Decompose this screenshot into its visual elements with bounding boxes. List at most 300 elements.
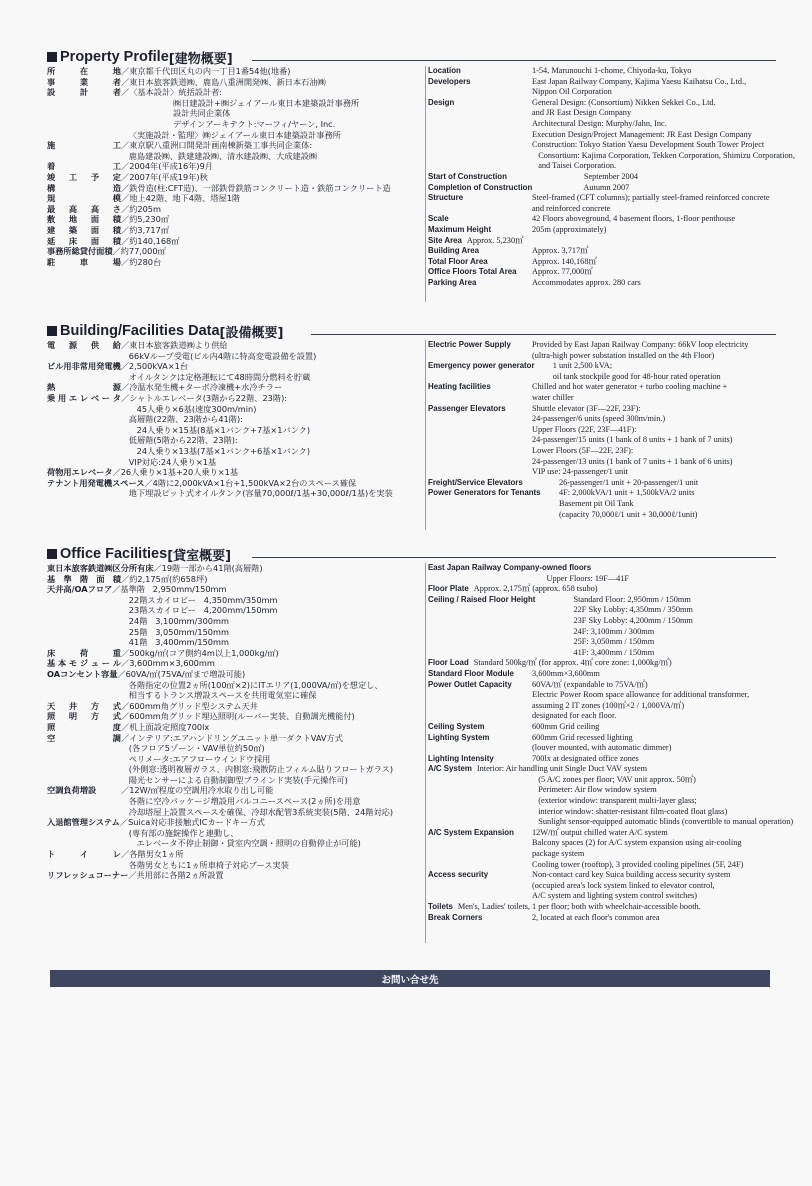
- spec-value: (occupied area's lock system linked to elevator control,: [532, 880, 715, 890]
- section-title-jp: [貸室概要]: [167, 548, 232, 564]
- spec-value: Electric Power Room space allowance for additional transformer,: [532, 690, 750, 700]
- spec-value: ／2007年(平成19年)秋: [121, 171, 208, 182]
- spec-value: Construction: Tokyo Station Yaesu Development South Tower Project: [532, 140, 765, 150]
- spec-label: [428, 690, 532, 701]
- spec-row: [47, 595, 419, 606]
- spec-label: [47, 838, 121, 849]
- spec-label: リフレッシュコーナー: [47, 870, 129, 881]
- spec-value: and Taisei Corporation.: [532, 161, 617, 171]
- spec-row: [428, 214, 778, 225]
- spec-value: 600mm Grid ceiling: [532, 721, 600, 731]
- spec-label: Ceiling System: [428, 721, 485, 731]
- spec-row: [47, 414, 419, 425]
- spec-value: ／東日本旅客鉄道㈱より供給: [121, 340, 228, 350]
- spec-row: [47, 140, 419, 151]
- spec-label: [47, 446, 121, 457]
- spec-label: 延 床 面 積: [47, 235, 121, 246]
- spec-row: [428, 690, 778, 701]
- spec-value: East Japan Railway Company, Kajima Yaesu Kaihatsu Co., Ltd.,: [532, 76, 747, 86]
- spec-row: [47, 637, 419, 648]
- spec-value: designated for each floor.: [532, 711, 617, 721]
- spec-row: [428, 584, 778, 595]
- spec-label: ビル用非常用発電機: [47, 361, 121, 372]
- spec-value: Approx. 77,000㎡: [532, 267, 593, 277]
- spec-label: [428, 807, 532, 818]
- spec-label: [47, 627, 121, 638]
- spec-row: [428, 870, 778, 881]
- spec-value: Cooling tower (rooftop), 3 provided cooling pipelines (5F, 24F): [532, 859, 744, 869]
- spec-label: 電 源 供 給: [47, 340, 121, 350]
- spec-row: [47, 257, 419, 268]
- spec-label: [428, 372, 532, 383]
- spec-label: A/C System: [428, 764, 472, 774]
- column-divider: [425, 66, 426, 302]
- spec-row: [428, 225, 778, 236]
- spec-row: [428, 77, 778, 88]
- spec-value: エレベータ不停止制御・貸室内空調・照明の自動停止が可能): [121, 838, 361, 849]
- spec-row: [47, 838, 419, 849]
- spec-row: [47, 361, 419, 372]
- spec-row: [428, 278, 778, 289]
- spec-value: ／600mm角グリッド埋込照明(ルーバー実装、自動調光機能付): [121, 711, 355, 722]
- spec-row: [47, 478, 419, 489]
- spec-label: Structure: [428, 193, 464, 203]
- spec-row: [47, 225, 419, 236]
- spec-value: ／26人乗り×1基+20人乗り×1基: [112, 467, 239, 478]
- spec-row: [47, 680, 419, 691]
- spec-row: [47, 722, 419, 733]
- spec-label: [47, 414, 121, 425]
- spec-label: Freight/Service Elevators: [428, 477, 523, 487]
- spec-row: [47, 658, 419, 669]
- spec-row: [428, 913, 778, 924]
- spec-label: 基 本 モ ジ ュ ー ル: [47, 658, 121, 669]
- spec-value: 1 unit 2,500 kVA;: [532, 361, 613, 371]
- spec-value: 600mm Grid recessed lighting: [532, 732, 633, 742]
- spec-label: 設 計 者: [47, 87, 121, 98]
- spec-label: 着 工: [47, 161, 121, 172]
- spec-value: Architectural Design: Murphy/Jahn, Inc.: [532, 118, 667, 128]
- spec-label: 東日本旅客鉄道㈱区分所有床: [47, 563, 154, 573]
- spec-value: 相当するトランス増設スペースを共用電気室に確保: [121, 690, 317, 701]
- spec-row: [47, 172, 419, 183]
- spec-row: [47, 457, 419, 468]
- spec-value: 24-passenger/15 units (1 bank of 8 units + 1 bank of 7 units): [532, 435, 733, 445]
- spec-row: [47, 807, 419, 818]
- spec-value: package system: [532, 849, 585, 859]
- spec-label: [47, 351, 121, 362]
- spec-label: [428, 351, 532, 362]
- spec-label: [428, 701, 532, 712]
- spec-label: [47, 425, 121, 436]
- spec-row: [428, 478, 778, 489]
- section-title-jp: [建物概要]: [168, 51, 233, 67]
- spec-row: [47, 605, 419, 616]
- spec-label: [428, 743, 532, 754]
- spec-row: [47, 743, 419, 754]
- spec-label: Heating facilities: [428, 382, 491, 392]
- spec-label: Break Corners: [428, 912, 483, 922]
- spec-label: Floor Load: [428, 658, 469, 668]
- section-title-en: Property Profile: [60, 49, 169, 65]
- spec-label: [428, 616, 532, 627]
- spec-value: ／12W/㎡程度の空調用冷水取り出し可能: [121, 785, 274, 796]
- section-title-en: Building/Facilities Data: [60, 323, 220, 339]
- spec-row: [428, 257, 778, 268]
- spec-label: [428, 627, 532, 638]
- spec-row: [428, 849, 778, 860]
- spec-label: Standard Floor Module: [428, 668, 514, 678]
- spec-label: [428, 414, 532, 425]
- spec-row: [47, 77, 419, 88]
- spec-label: [428, 446, 532, 457]
- spec-row: [428, 881, 778, 892]
- spec-row: [428, 743, 778, 754]
- section-rule: [252, 557, 776, 558]
- spec-row: [47, 236, 419, 247]
- spec-label: [47, 764, 121, 775]
- spec-row: [47, 66, 419, 77]
- spec-row: [47, 446, 419, 457]
- spec-value: 205m (approximately): [532, 224, 607, 234]
- spec-value: 26-passenger/1 unit + 20-passenger/1 unit: [532, 477, 699, 487]
- spec-row: [428, 499, 778, 510]
- spec-label: 入退館管理システム: [47, 817, 120, 828]
- spec-row: [428, 267, 778, 278]
- spec-label: [428, 499, 532, 510]
- spec-label: [428, 838, 532, 849]
- spec-row: [47, 627, 419, 638]
- spec-label: 天 井 方 式: [47, 700, 121, 711]
- spec-row: [428, 733, 778, 744]
- spec-value: Non-contact card key Suica building access security system: [532, 870, 731, 880]
- spec-value: 41階 3,400mm/150mm: [121, 637, 229, 648]
- spec-row: [47, 382, 419, 393]
- spec-label: [428, 510, 532, 521]
- spec-row: [47, 130, 419, 141]
- office-en-list: [428, 563, 794, 923]
- square-bullet-icon: [47, 326, 57, 336]
- spec-label: [47, 98, 121, 109]
- spec-label: Start of Construction: [428, 171, 507, 181]
- spec-value: Sunlight sensor-equipped automatic blinds (convertible to manual operation): [532, 817, 794, 827]
- spec-label: [428, 860, 532, 871]
- square-bullet-icon: [47, 52, 57, 62]
- spec-row: [47, 214, 419, 225]
- spec-value: interior window: shatter-resistant film-coated float glass): [532, 806, 728, 816]
- spec-label: [428, 881, 532, 892]
- spec-row: [428, 414, 778, 425]
- spec-row: [428, 119, 778, 130]
- spec-row: [428, 457, 778, 468]
- spec-row: [47, 817, 419, 828]
- spec-value: ／東日本旅客鉄道㈱、鹿島八重洲開発㈱、新日本石油㈱: [121, 76, 326, 87]
- spec-label: 乗 用 エ レ ベ ー タ: [47, 392, 121, 403]
- spec-label: [47, 754, 121, 765]
- section-heading-property: [47, 48, 233, 66]
- spec-value: ／約280台: [121, 256, 162, 267]
- spec-value: ／2004年(平成16年)9月: [121, 161, 213, 172]
- spec-value: 45人乗り×6基(速度300m/min): [121, 403, 257, 414]
- spec-label: [428, 467, 532, 478]
- spec-value: ／約205m: [121, 203, 161, 214]
- spec-label: Developers: [428, 76, 471, 86]
- building-jp-list: [47, 340, 419, 499]
- spec-label: [428, 849, 532, 860]
- spec-row: [47, 425, 419, 436]
- spec-row: [47, 193, 419, 204]
- spec-label: [47, 860, 121, 871]
- spec-value: VIP対応:24人乗り×1基: [121, 456, 217, 467]
- spec-value: ／東京駅八重洲口開発計画南棟新築工事共同企業体:: [121, 140, 313, 151]
- spec-row: [428, 130, 778, 141]
- spec-row: [47, 404, 419, 415]
- spec-label: [47, 605, 121, 616]
- spec-label: [428, 108, 532, 119]
- spec-label: [47, 130, 121, 141]
- property-jp-list: [47, 66, 419, 267]
- spec-label: [47, 796, 121, 807]
- spec-row: [47, 488, 419, 499]
- spec-value: ／共用部に各階2ヵ所設置: [128, 870, 224, 881]
- spec-row: [428, 563, 778, 574]
- spec-row: [428, 775, 778, 786]
- spec-label: 所 在 地: [47, 66, 121, 76]
- spec-label: [47, 743, 121, 754]
- spec-row: [428, 467, 778, 478]
- spec-row: [428, 711, 778, 722]
- contact-label: お問い合せ先: [381, 974, 439, 986]
- spec-label: [428, 711, 532, 722]
- spec-value: 各階に空冷パッケージ増設用バルコニースペース(2ヵ所)を用意: [121, 796, 361, 807]
- spec-value: 設計共同企業体: [121, 108, 231, 119]
- spec-label: Site Area: [428, 235, 462, 245]
- spec-label: 照 度: [47, 721, 121, 732]
- spec-label: 施 工: [47, 140, 121, 151]
- spec-value: 24-passenger/13 units (1 bank of 7 units + 1 bank of 6 units): [532, 456, 733, 466]
- spec-value: Standard 500kg/㎡ (for approx. 4㎡ core zone: 1,000kg/㎡): [473, 658, 672, 668]
- spec-label: Passenger Elevators: [428, 403, 506, 413]
- spec-label: [47, 637, 121, 648]
- spec-value: Chilled and hot water generator + turbo cooling machine +: [532, 382, 728, 392]
- spec-row: [428, 627, 778, 638]
- spec-label: Office Floors Total Area: [428, 267, 517, 277]
- spec-label: [47, 616, 121, 627]
- spec-label: [47, 828, 121, 839]
- spec-label: 駐 車 場: [47, 256, 121, 267]
- spec-value: 低層階(5階から22階、23階):: [121, 435, 238, 446]
- spec-row: [428, 828, 778, 839]
- spec-value: Approx. 5,230㎡: [466, 235, 524, 245]
- spec-label: Scale: [428, 214, 449, 224]
- spec-value: 700lx at designated office zones: [532, 753, 639, 763]
- spec-value: 地下埋設ピット式オイルタンク(容量70,000ℓ/1基+30,000ℓ/1基)を実装: [121, 488, 393, 499]
- spec-label: 天井高/OAフロア: [47, 584, 113, 595]
- spec-value: ㈱日建設計+㈱ジェイアール東日本建築設計事務所: [121, 97, 360, 108]
- spec-row: [428, 98, 778, 109]
- spec-label: [428, 605, 532, 616]
- column-divider: [425, 340, 426, 530]
- spec-value: Lower Floors (5F—22F, 23F):: [532, 445, 634, 455]
- spec-label: [428, 796, 532, 807]
- spec-value: Autumn 2007: [532, 182, 630, 192]
- section-title-en: Office Facilities: [60, 546, 168, 562]
- spec-label: Electric Power Supply: [428, 340, 511, 349]
- spec-row: [428, 108, 778, 119]
- spec-row: [428, 246, 778, 257]
- spec-row: [428, 648, 778, 659]
- spec-label: [47, 372, 121, 383]
- spec-value: (ultra-high power substation installed on the 4th Floor): [532, 350, 715, 360]
- spec-row: [47, 733, 419, 744]
- spec-row: [47, 574, 419, 585]
- spec-label: [428, 393, 532, 404]
- spec-value: Provided by East Japan Railway Company: 66kV loop electricity: [532, 340, 749, 349]
- spec-value: 23F Sky Lobby: 4,200mm / 150mm: [532, 615, 693, 625]
- spec-value: ／2,500kVA×1台: [120, 361, 189, 372]
- spec-value: Basement pit Oil Tank: [532, 498, 634, 508]
- spec-label: OAコンセント容量: [47, 668, 118, 679]
- spec-row: [428, 722, 778, 733]
- spec-row: [47, 690, 419, 701]
- spec-value: 24人乗り×13基(7基×1バンク+6基×1バンク): [121, 445, 311, 456]
- spec-row: [47, 435, 419, 446]
- spec-value: Shuttle elevator (3F—22F, 23F):: [532, 403, 641, 413]
- spec-value: and reinforced concrete: [532, 203, 611, 213]
- section-heading-building: [47, 322, 283, 340]
- spec-value: 42 Floors aboveground, 4 basement floors, 1-floor penthouse: [532, 214, 736, 224]
- spec-label: Floor Plate: [428, 584, 469, 594]
- spec-row: [47, 669, 419, 680]
- spec-value: (capacity 70,000ℓ/1 unit + 30,000ℓ/1unit): [532, 509, 698, 519]
- spec-label: ト イ レ: [47, 849, 121, 860]
- spec-label: [428, 435, 532, 446]
- spec-value: ／約3,717㎡: [121, 224, 170, 235]
- spec-row: [428, 382, 778, 393]
- spec-row: [428, 785, 778, 796]
- spec-value: 24人乗り×15基(8基×1バンク+7基×1バンク): [121, 424, 311, 435]
- spec-label: Total Floor Area: [428, 256, 488, 266]
- spec-value: デザインアーキテクト:マーフィ/ヤーン, Inc.: [121, 118, 336, 129]
- spec-value: 1-54, Marunouchi 1-chome, Chiyoda-ku, Tokyo: [532, 66, 692, 75]
- spec-row: [47, 616, 419, 627]
- spec-row: [428, 510, 778, 521]
- spec-label: 熱 源: [47, 382, 121, 393]
- spec-value: ／4階に2,000kVA×1台+1,500kVA×2台のスペース確保: [144, 477, 357, 488]
- spec-label: [47, 119, 121, 130]
- office-jp-list: [47, 563, 419, 881]
- spec-value: ／各階男女1ヵ所: [121, 849, 184, 860]
- spec-value: ／約140,168㎡: [121, 235, 180, 246]
- spec-value: 66kVループ受電(ビル内4階に特高変電設備を設置): [121, 350, 317, 361]
- spec-value: ／〈基本設計〉統括設計者:: [121, 87, 223, 98]
- spec-value: Perimeter: Air flow window system: [532, 785, 657, 795]
- spec-value: 24F: 3,100mm / 300mm: [532, 626, 655, 636]
- spec-label: 基 準 階 面 積: [47, 573, 121, 584]
- spec-row: [428, 616, 778, 627]
- spec-value: 高層階(22階、23階から41階):: [121, 414, 243, 425]
- spec-label: [47, 457, 121, 468]
- spec-row: [428, 807, 778, 818]
- section-title-jp: [設備概要]: [219, 325, 284, 341]
- spec-row: [47, 860, 419, 871]
- spec-row: [47, 764, 419, 775]
- spec-value: Consortium: Kajima Corporation, Tekken Corporation, Shimizu Corporation,: [532, 150, 795, 160]
- spec-value: Interior: Air handling unit Single Duct VAV system: [476, 764, 648, 774]
- spec-value: ／約5,230㎡: [121, 214, 170, 225]
- spec-value: 60VA/㎡ (expandable to 75VA/㎡): [532, 679, 648, 689]
- spec-label: [428, 648, 532, 659]
- spec-row: [428, 902, 778, 913]
- spec-row: [428, 446, 778, 457]
- spec-label: East Japan Railway Company-owned floors: [428, 563, 592, 572]
- spec-label: [428, 785, 532, 796]
- spec-value: 22F Sky Lobby: 4,350mm / 350mm: [532, 605, 693, 615]
- spec-value: 12W/㎡ output chilled water A/C system: [532, 827, 668, 837]
- spec-label: 照 明 方 式: [47, 711, 121, 722]
- spec-row: [428, 817, 794, 828]
- spec-row: [47, 796, 419, 807]
- spec-label: 荷物用エレベータ: [47, 467, 113, 478]
- spec-label: [428, 87, 532, 98]
- spec-value: 2, located at each floor's common area: [532, 912, 660, 922]
- spec-row: [47, 563, 419, 574]
- spec-value: 各階男女ともに1ヵ所車椅子対応ブース実装: [121, 859, 289, 870]
- spec-row: [47, 119, 419, 130]
- spec-value: ／冷温水発生機+ターボ冷凍機+水冷チラー: [121, 382, 283, 393]
- square-bullet-icon: [47, 549, 57, 559]
- spec-row: [428, 435, 778, 446]
- spec-value: ／19階一部から41階(高層階): [153, 563, 263, 573]
- spec-row: [47, 849, 419, 860]
- spec-label: [428, 775, 532, 786]
- spec-label: 事務所総貸付面積: [47, 246, 113, 257]
- spec-label: [428, 119, 532, 130]
- spec-row: [428, 340, 778, 351]
- spec-row: [428, 183, 778, 194]
- spec-value: 冷却塔屋上設置スペースを確保、冷却水配管3系統実装(5階、24階対応): [121, 806, 394, 817]
- spec-row: [428, 140, 778, 151]
- spec-row: [428, 637, 778, 648]
- spec-value: 陽光センサーによる自動制御型ブラインド実装(手元操作可): [121, 774, 348, 785]
- spec-value: 25F: 3,050mm / 150mm: [532, 637, 655, 647]
- spec-row: [47, 246, 419, 257]
- spec-value: and JR East Design Company: [532, 108, 632, 118]
- spec-row: [428, 764, 778, 775]
- spec-row: [47, 584, 419, 595]
- spec-row: [428, 161, 778, 172]
- spec-label: [47, 404, 121, 415]
- spec-value: 22階スカイロビー 4,350mm/350mm: [121, 594, 278, 605]
- spec-row: [428, 488, 778, 499]
- spec-label: [47, 680, 121, 691]
- spec-value: ／シャトルエレベータ(3階から22階、23階):: [121, 392, 288, 403]
- spec-label: [428, 891, 532, 902]
- spec-row: [428, 404, 778, 415]
- spec-row: [428, 425, 778, 436]
- spec-label: [428, 151, 532, 162]
- spec-row: [428, 393, 778, 404]
- spec-label: Power Generators for Tenants: [428, 488, 541, 498]
- spec-label: [428, 637, 532, 648]
- section-rule: [252, 60, 776, 61]
- spec-value: Execution Design/Project Management: JR East Design Company: [532, 129, 752, 139]
- spec-label: [428, 817, 532, 828]
- spec-value: 各階指定の位置2ヵ所(100㎡×2)にITエリア(1,000VA/㎡)を想定し、: [121, 679, 383, 690]
- spec-label: [47, 807, 121, 818]
- spec-label: Access security: [428, 870, 489, 880]
- spec-row: [428, 754, 778, 765]
